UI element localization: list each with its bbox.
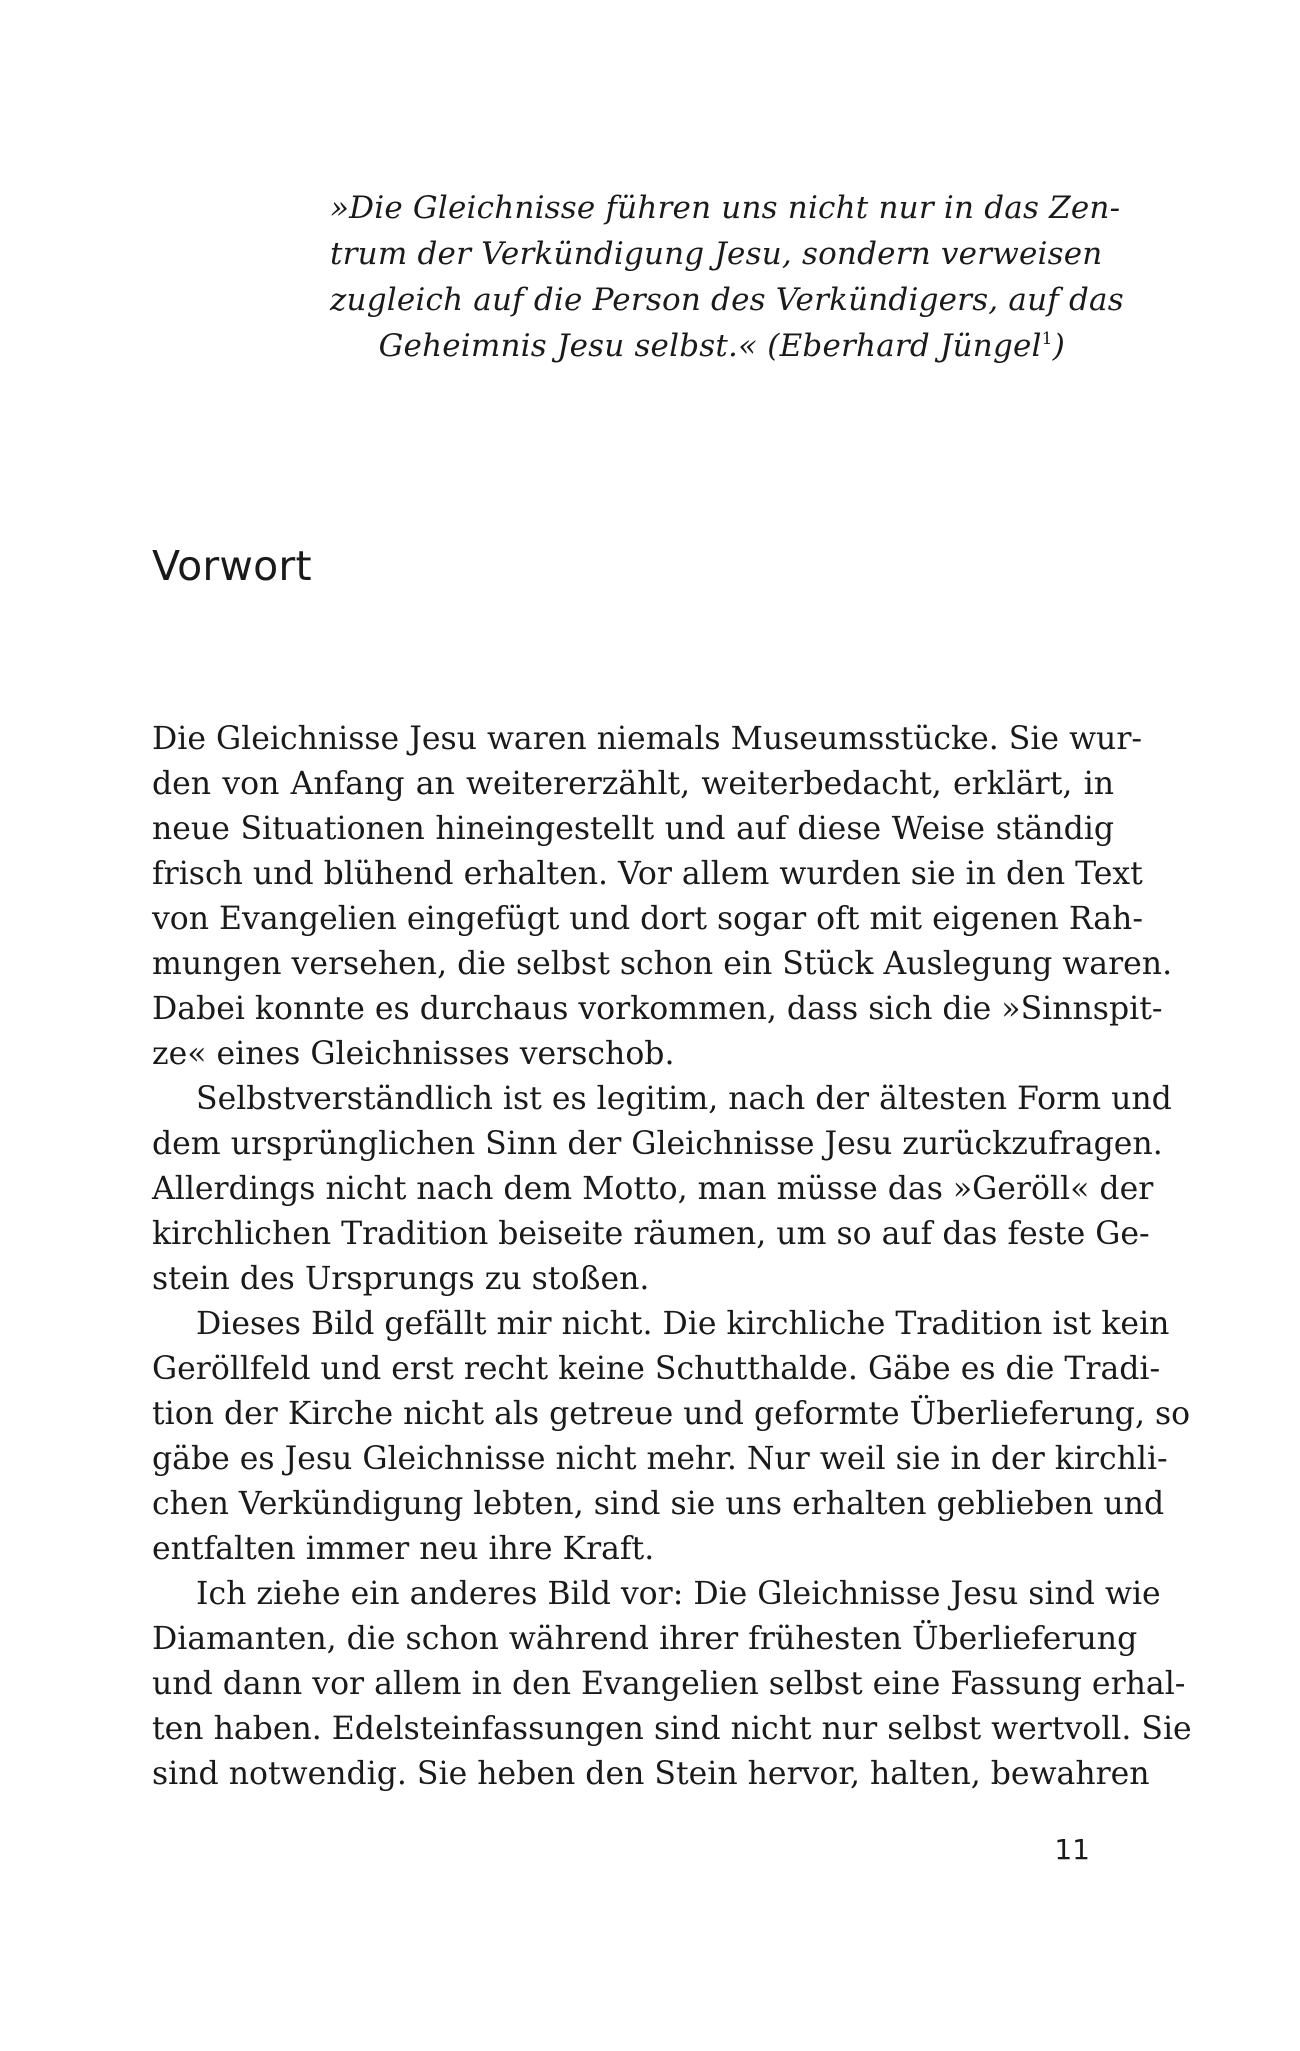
body-line: kirchlichen Tradition beiseite räumen, um so auf das feste Ge- <box>152 1216 1150 1252</box>
chapter-title: Vorwort <box>152 542 312 590</box>
epigraph-line: trum der Verkündigung Jesu, sondern verweisen <box>330 236 1103 272</box>
body-line: neue Situationen hineingestellt und auf diese Weise ständig <box>152 811 1114 847</box>
page-number: 11 <box>1054 1833 1090 1866</box>
body-line: tion der Kirche nicht als getreue und geformte Überlieferung, so <box>152 1396 1191 1432</box>
epigraph-quote <box>330 185 1124 369</box>
body-line: Diamanten, die schon während ihrer frühesten Überlieferung <box>152 1621 1138 1657</box>
body-text <box>152 717 1192 1797</box>
epigraph-closing: ) <box>1052 328 1065 364</box>
body-line: dem ursprünglichen Sinn der Gleichnisse Jesu zurückzufragen. <box>152 1126 1163 1162</box>
epigraph-attribution: Geheimnis Jesu selbst.« (Eberhard Jüngel <box>378 328 1042 364</box>
body-line: ze« eines Gleichnisses verschob. <box>152 1036 675 1072</box>
body-line: frisch und blühend erhalten. Vor allem wurden sie in den Text <box>152 856 1143 892</box>
body-line: mungen versehen, die selbst schon ein Stück Auslegung waren. <box>152 946 1173 982</box>
footnote-marker: 1 <box>1041 329 1053 349</box>
body-line: sind notwendig. Sie heben den Stein hervor, halten, bewahren <box>152 1756 1150 1792</box>
body-line: Allerdings nicht nach dem Motto, man müsse das »Geröll« der <box>152 1171 1154 1207</box>
body-line: und dann vor allem in den Evangelien selbst eine Fassung erhal- <box>152 1666 1186 1702</box>
epigraph-line: zugleich auf die Person des Verkündigers, auf das <box>330 282 1124 318</box>
body-line: Geröllfeld und erst recht keine Schutthalde. Gäbe es die Tradi- <box>152 1351 1161 1387</box>
body-line: stein des Ursprungs zu stoßen. <box>152 1261 650 1297</box>
body-line: von Evangelien eingefügt und dort sogar oft mit eigenen Rah- <box>152 901 1143 937</box>
body-line: ten haben. Edelsteinfassungen sind nicht nur selbst wertvoll. Sie <box>152 1711 1192 1747</box>
body-line: Selbstverständlich ist es legitim, nach der ältesten Form und <box>196 1081 1172 1117</box>
body-line: Die Gleichnisse Jesu waren niemals Museumsstücke. Sie wur- <box>152 721 1143 757</box>
body-line: gäbe es Jesu Gleichnisse nicht mehr. Nur weil sie in der kirchli- <box>152 1441 1168 1477</box>
body-line: chen Verkündigung lebten, sind sie uns erhalten geblieben und <box>152 1486 1165 1522</box>
epigraph-line: »Die Gleichnisse führen uns nicht nur in das Zen- <box>330 190 1121 226</box>
body-line: entfalten immer neu ihre Kraft. <box>152 1531 655 1567</box>
body-line: Dieses Bild gefällt mir nicht. Die kirchliche Tradition ist kein <box>196 1306 1170 1342</box>
epigraph-line-last <box>330 323 1065 369</box>
body-line: Ich ziehe ein anderes Bild vor: Die Gleichnisse Jesu sind wie <box>196 1576 1161 1612</box>
body-line: den von Anfang an weitererzählt, weiterbedacht, erklärt, in <box>152 766 1114 802</box>
body-line: Dabei konnte es durchaus vorkommen, dass sich die »Sinnspit- <box>152 991 1163 1027</box>
